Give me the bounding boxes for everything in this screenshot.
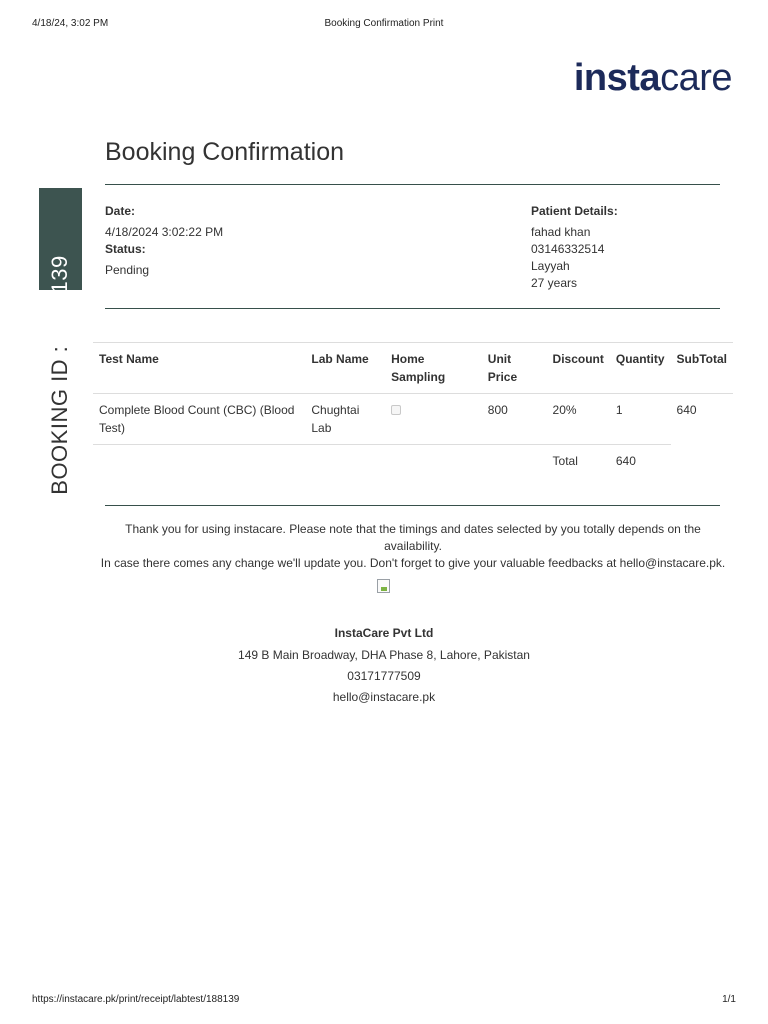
print-url: https://instacare.pk/print/receipt/labtest/188139 [32, 994, 240, 1005]
cell-lab-name: Chughtai Lab [305, 394, 385, 445]
booking-id-label [47, 255, 73, 494]
print-page-title: Booking Confirmation Print [324, 18, 444, 29]
header-subtotal: SubTotal [676, 352, 727, 366]
thanks-line-2: In case there comes any change we'll update you. Don't forget to give your valuable feedbacks at hello@instacare.pk. [100, 556, 726, 570]
cell-quantity: 1 [610, 394, 671, 445]
cell-unit-price: 800 [482, 394, 547, 445]
broken-image-icon [377, 579, 390, 593]
page-title: Booking Confirmation [105, 138, 345, 166]
logo-part-care: care [660, 57, 732, 99]
booking-id-value: 188139 [47, 255, 72, 332]
thanks-line-1: Thank you for using instacare. Please note that the timings and dates selected by you totally depends on the availability. [125, 522, 701, 553]
patient-name: fahad khan [531, 225, 591, 239]
cell-discount: 20% [547, 394, 610, 445]
logo-part-insta: insta [573, 57, 661, 99]
date-label: Date: [105, 204, 136, 218]
company-email: hello@instacare.pk [332, 690, 436, 704]
header-unit-price: Unit Price [487, 352, 518, 384]
patient-age: 27 years [531, 276, 578, 290]
details-divider [105, 308, 720, 309]
total-row [93, 445, 733, 478]
patient-city: Layyah [531, 259, 570, 273]
thanks-note [100, 521, 726, 572]
date-value: 4/18/2024 3:02:22 PM [105, 225, 224, 239]
instacare-logo [574, 56, 732, 100]
table-divider [105, 505, 720, 506]
status-value: Pending [105, 263, 150, 277]
header-discount: Discount [552, 352, 604, 366]
title-divider [105, 184, 720, 185]
company-phone: 03171777509 [347, 669, 421, 683]
patient-details-label: Patient Details: [531, 204, 618, 218]
print-page-number: 1/1 [722, 994, 736, 1005]
cell-home-sampling [385, 394, 482, 445]
home-sampling-checkbox [391, 405, 401, 415]
header-test-name: Test Name [99, 352, 159, 366]
header-quantity: Quantity [615, 352, 665, 366]
header-lab-name: Lab Name [311, 352, 369, 366]
total-value: 640 [615, 454, 636, 468]
patient-phone: 03146332514 [531, 242, 605, 256]
cell-test-name: Complete Blood Count (CBC) (Blood Test) [93, 394, 305, 445]
print-datetime: 4/18/24, 3:02 PM [32, 18, 109, 29]
header-home-sampling: Home Sampling [391, 352, 446, 384]
booking-id-key: BOOKING ID : [47, 345, 72, 495]
company-name: InstaCare Pvt Ltd [334, 626, 434, 640]
total-label: Total [552, 454, 578, 468]
cell-subtotal: 640 [676, 403, 697, 417]
table-header-row [93, 343, 733, 394]
table-row [93, 394, 733, 445]
company-address: 149 B Main Broadway, DHA Phase 8, Lahore, Pakistan [238, 648, 530, 662]
tests-table [93, 342, 733, 477]
status-label: Status: [105, 242, 146, 256]
